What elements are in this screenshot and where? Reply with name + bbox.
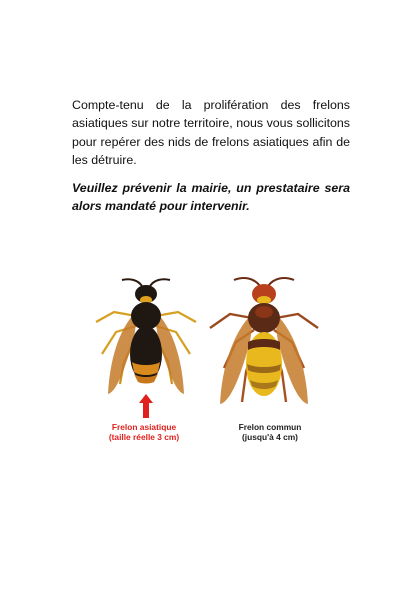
european-hornet-caption-size: (jusqu'à 4 cm) xyxy=(242,432,298,442)
arrow-up-icon xyxy=(139,394,153,418)
asian-hornet-caption-size: (taille réelle 3 cm) xyxy=(108,432,180,442)
instruction-paragraph: Veuillez prévenir la mairie, un prestataire sera alors mandaté pour intervenir. xyxy=(72,181,350,214)
hornet-comparison-figure xyxy=(86,272,326,452)
european-hornet-image xyxy=(202,272,326,422)
asian-hornet-caption xyxy=(94,422,194,442)
asian-hornet-image xyxy=(86,272,206,412)
european-hornet-caption-name: Frelon commun xyxy=(238,422,302,432)
european-hornet-caption xyxy=(220,422,320,442)
intro-paragraph: Compte-tenu de la prolifération des frelons asiatiques sur notre territoire, nous vous sollicitons pour repérer des nids de frelons asiatiques afin de les détruire. xyxy=(72,98,350,168)
asian-hornet-caption-name: Frelon asiatique xyxy=(111,422,177,432)
